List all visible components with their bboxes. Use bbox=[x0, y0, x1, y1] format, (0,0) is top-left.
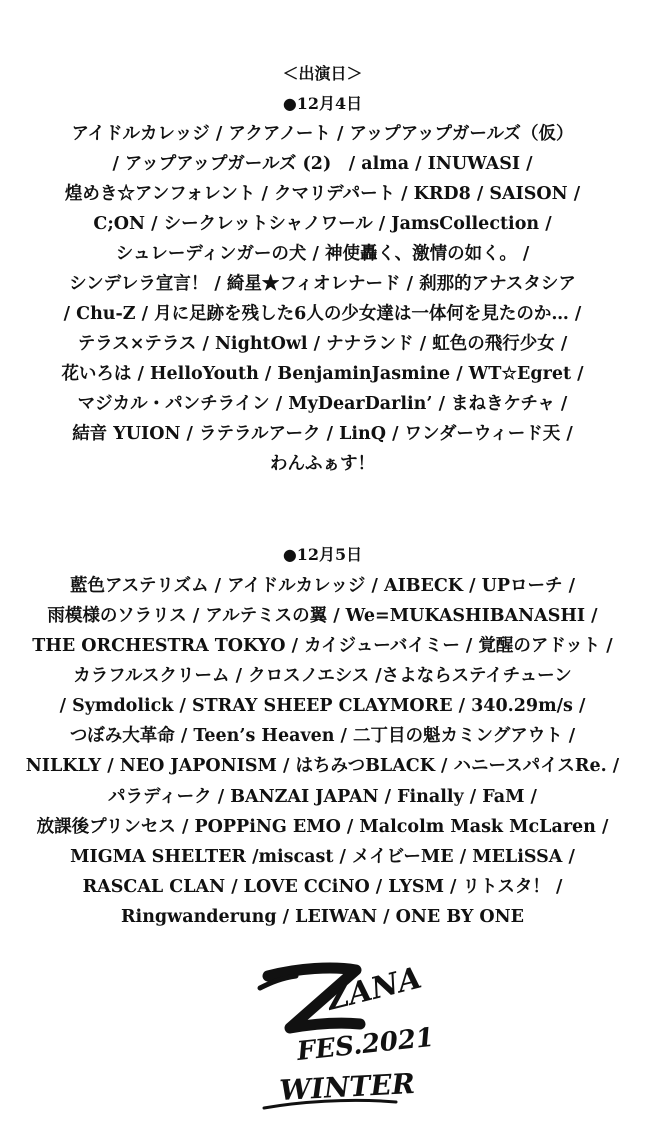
zana-fes-logo-graphic bbox=[238, 958, 436, 1118]
day1-date: ●12月4日 bbox=[282, 94, 363, 113]
day2-date: ●12月5日 bbox=[282, 545, 363, 564]
day1-line: / Chu-Z / 月に足跡を残した6人の少女達は一体何を見たのか… / bbox=[63, 304, 582, 324]
logo-text-main: ZANA bbox=[323, 960, 425, 1018]
day1-line: 結音 YUION / ラテラルアーク / LinQ / ワンダーウィード天 / bbox=[72, 424, 573, 444]
day1-line: C;ON / シークレットシャノワール / JamsCollection / bbox=[93, 214, 552, 234]
day2-line: THE ORCHESTRA TOKYO / カイジューバイミー / 覚醒のアドット / bbox=[32, 636, 613, 656]
day2-line: つぼみ大革命 / Teen’s Heaven / 二丁目の魁カミングアウト / bbox=[69, 726, 576, 746]
day2-line: 雨模様のソラリス / アルテミスの翼 / We=MUKASHIBANASHI / bbox=[47, 606, 598, 626]
logo-text-sub: FES.2021 bbox=[295, 1022, 436, 1067]
logo-text-season: WINTER bbox=[278, 1066, 416, 1107]
day2-line: NILKLY / NEO JAPONISM / はちみつBLACK / ハニースパイスRe. / bbox=[25, 756, 620, 776]
day1-line: 花いろは / HelloYouth / BenjaminJasmine / WT☆Egret / bbox=[61, 364, 584, 384]
day2-line: MIGMA SHELTER /miscast / メイビーME / MELiSSA / bbox=[70, 847, 575, 867]
day2-line: カラフルスクリーム / クロスノエシス /さよならステイチューン bbox=[73, 666, 572, 686]
day2-line: パラディーク / BANZAI JAPAN / Finally / FaM / bbox=[108, 787, 537, 807]
day1-line: テラス×テラス / NightOwl / ナナランド / 虹色の飛行少女 / bbox=[77, 334, 568, 354]
day1-line: / アップアップガールズ (2) / alma / INUWASI / bbox=[112, 154, 533, 174]
day1-line: アイドルカレッジ / アクアノート / アップアップガールズ（仮） bbox=[71, 124, 574, 144]
day2-line: 放課後プリンセス / POPPiNG EMO / Malcolm Mask McLaren / bbox=[36, 817, 609, 837]
day1-line: マジカル・パンチライン / MyDearDarlin’ / まねきケチャ / bbox=[77, 394, 568, 414]
appearance-dates-heading: ＜出演日＞ bbox=[282, 64, 363, 83]
day2-line: 藍色アステリズム / アイドルカレッジ / AIBECK / UPローチ / bbox=[69, 576, 575, 596]
day1-line: わんふぁす！ bbox=[270, 454, 375, 474]
day2-line: / Symdolick / STRAY SHEEP CLAYMORE / 340.29m/s / bbox=[59, 696, 586, 716]
day1-line: 煌めき☆アンフォレント / クマリデパート / KRD8 / SAISON / bbox=[64, 184, 581, 204]
day2-line: Ringwanderung / LEIWAN / ONE BY ONE bbox=[121, 907, 524, 927]
day2-line: RASCAL CLAN / LOVE CCiNO / LYSM / リトスタ！ / bbox=[82, 877, 563, 897]
zana-fes-logo bbox=[238, 958, 436, 1118]
day1-line: シュレーディンガーの犬 / 神使轟く、激情の如く。 / bbox=[115, 244, 530, 264]
day1-line: シンデレラ宣言！ / 綺星★フィオレナード / 刹那的アナスタシア bbox=[69, 274, 576, 294]
